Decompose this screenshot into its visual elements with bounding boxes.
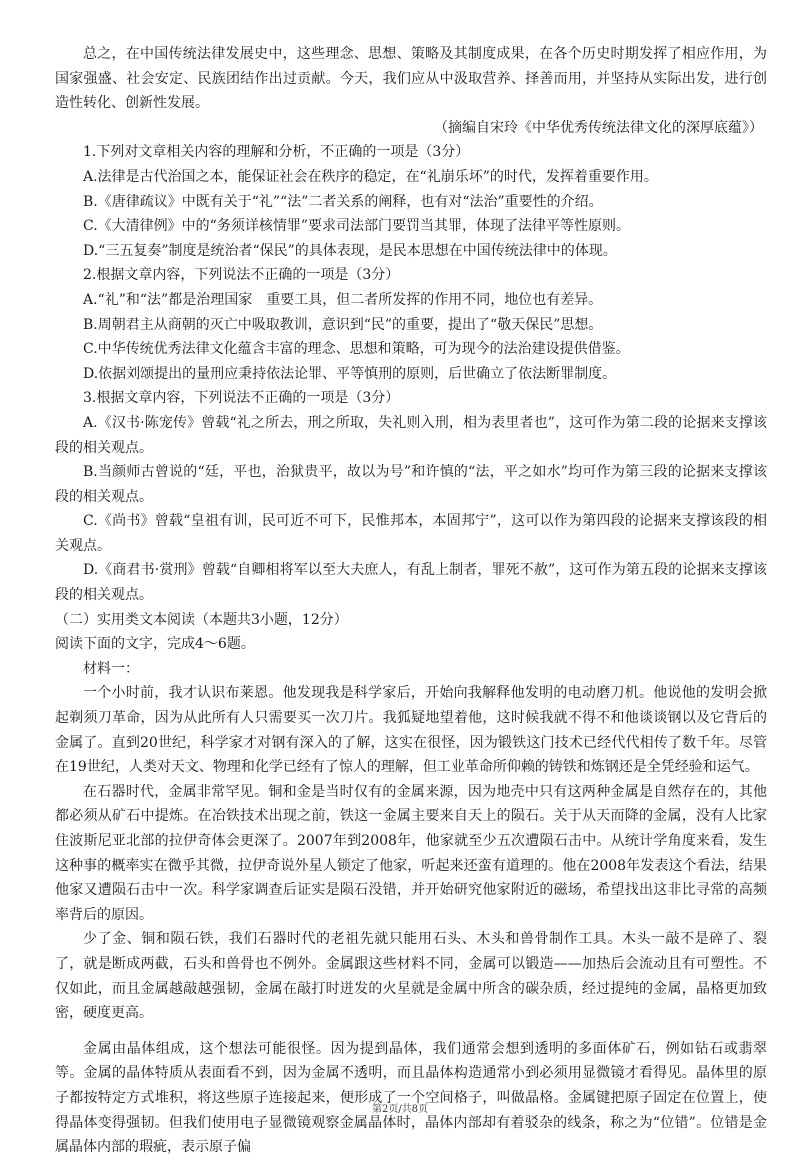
material-paragraph: 一个小时前，我才认识布莱恩。他发现我是科学家后，开始向我解释他发明的电动磨刀机。他说他的发明会掀起剃须刀革命，因为从此所有人只需要买一次刀片。我狐疑地望着他，这时候我就不得不和他谈谈钢以及它背后的金属了。直到20世纪，科学家才对钢有深入的了解，这实在很怪，因为锻铁这门技术已经代代相传了数千年。尽管在19世纪，人类对天文、物理和化学已经有了惊人的理解，但工业革命所仰赖的铸铁和炼钢还是全凭经验和运气。 xyxy=(55,685,767,776)
document-page xyxy=(55,42,767,1160)
section-heading: （二）实用类文本阅读（本题共3小题，12分） xyxy=(55,611,348,628)
question-option: A.法律是古代治国之本，能保证社会在秩序的稳定，在“礼崩乐坏”的时代，发挥着重要作用。 xyxy=(83,168,658,185)
material-paragraph: 金属由晶体组成，这个想法可能很怪。因为提到晶体，我们通常会想到透明的多面体矿石，例如钻石或翡翠等。金属的晶体特质从表面看不到，因为金属不透明，而且晶体构造通常小到必须用显微镜才看得见。晶体里的原子都按特定方式堆积，将这些原子连接起来，便形成了一个空间格子，叫做晶格。金属键把原子固定在位置上，使得晶体变得强韧。但我们使用电子显微镜观察金属晶体时，晶体内部却有着驳杂的线条，称之为“位错”。位错是金属晶体内部的瑕疵，表示原子偏 xyxy=(55,1040,767,1156)
question-stem: 1.下列对文章相关内容的理解和分析，不正确的一项是（3分） xyxy=(83,144,470,161)
question-1 xyxy=(55,140,767,263)
question-stem: 3.根据文章内容，下列说法不正确的一项是（3分） xyxy=(83,390,400,407)
question-option: D.依据刘颂提出的量刑应秉持依法论罪、平等慎刑的原则，后世确立了依法断罪制度。 xyxy=(83,365,617,382)
question-option: D.《商君书·赏刑》曾载“自卿相将军以至大夫庶人，有乱上制者，罪死不赦”，这可作为第五段的论据来支撑该段的相关观点。 xyxy=(55,562,767,604)
material-paragraph: 少了金、铜和陨石铁，我们石器时代的老祖先就只能用石头、木头和兽骨制作工具。木头一敲不是碎了、裂了，就是断成两截，石头和兽骨也不例外。金属跟这些材料不同，金属可以锻造——加热后会流动且有可塑性。不仅如此，而且金属越敲越强韧，金属在敲打时迸发的火星就是金属中所含的碳杂质，经过提纯的金属，晶格更加致密，硬度更高。 xyxy=(55,931,767,1022)
question-option: D.“三五复奏”制度是统治者“保民”的具体表现，是民本思想在中国传统法律中的体现。 xyxy=(83,242,617,259)
question-option: A.《汉书·陈宠传》曾载“礼之所去，刑之所取，失礼则入刑，相为表里者也”，这可作为第二段的论据来支撑该段的相关观点。 xyxy=(55,414,767,456)
question-option: A.“礼”和“法”都是治理国家 重要工具，但二者所发挥的作用不同，地位也有差异。 xyxy=(83,291,603,308)
question-3 xyxy=(55,386,767,607)
summary-paragraph: 总之，在中国传统法律发展史中，这些理念、思想、策略及其制度成果，在各个历史时期发挥了相应作用，为国家强盛、社会安定、民族团结作出过贡献。今天，我们应从中汲取营养、择善而用，并坚持从实际出发，进行创造性转化、创新性发展。 xyxy=(55,46,767,112)
question-option: C.《尚书》曾载“皇祖有训，民可近不可下，民惟邦本，本固邦宁”，这可以作为第四段的论据来支撑该段的相关观点。 xyxy=(55,513,767,554)
question-option: B.当颜师古曾说的“廷，平也，治狱贵平，故以为号”和许慎的“法，平之如水”均可作为第三段的论据来支撑该段的相关观点。 xyxy=(55,464,767,505)
question-option: B.周朝君主从商朝的灭亡中吸取教训，意识到“民”的重要，提出了“敬天保民”思想。 xyxy=(83,316,603,333)
source-citation: （摘编自宋玲《中华优秀传统法律文化的深厚底蕴》） xyxy=(434,119,763,136)
question-option: B.《唐律疏议》中既有关于“礼”“法”二者关系的阐释，也有对“法治”重要性的介绍。 xyxy=(83,193,603,210)
question-option: C.《大清律例》中的“务须详核情罪”要求司法部门要罚当其罪，体现了法律平等性原则。 xyxy=(83,218,630,235)
question-option: C.中华传统优秀法律文化蕴含丰富的理念、思想和策略，可为现今的法治建设提供借鉴。 xyxy=(83,341,630,358)
question-stem: 2.根据文章内容，下列说法不正确的一项是（3分） xyxy=(83,267,400,284)
material-title: 材料一： xyxy=(83,660,139,677)
question-2 xyxy=(55,263,767,386)
page-number: 第2页/共8页 xyxy=(371,1104,429,1115)
reading-instruction: 阅读下面的文字，完成4～6题。 xyxy=(55,636,255,653)
material-paragraph: 在石器时代，金属非常罕见。铜和金是当时仅有的金属来源，因为地壳中只有这两种金属是自然存在的，其他都必须从矿石中提炼。在冶铁技术出现之前，铁这一金属主要来自天上的陨石。关于从天而降的金属，没有人比家住波斯尼亚北部的拉伊奇体会更深了。2007年到2008年，他家就至少五次遭陨石击中。从统计学角度来看，发生这种事的概率实在微乎其微，拉伊奇说外星人锁定了他家，听起来还蛮有道理的。他在2008年发表这个看法，结果他家又遭陨石击中一次。科学家调查后证实是陨石没错，并开始研究他家附近的磁场，希望找出这非比寻常的高频率背后的原因。 xyxy=(55,783,767,923)
